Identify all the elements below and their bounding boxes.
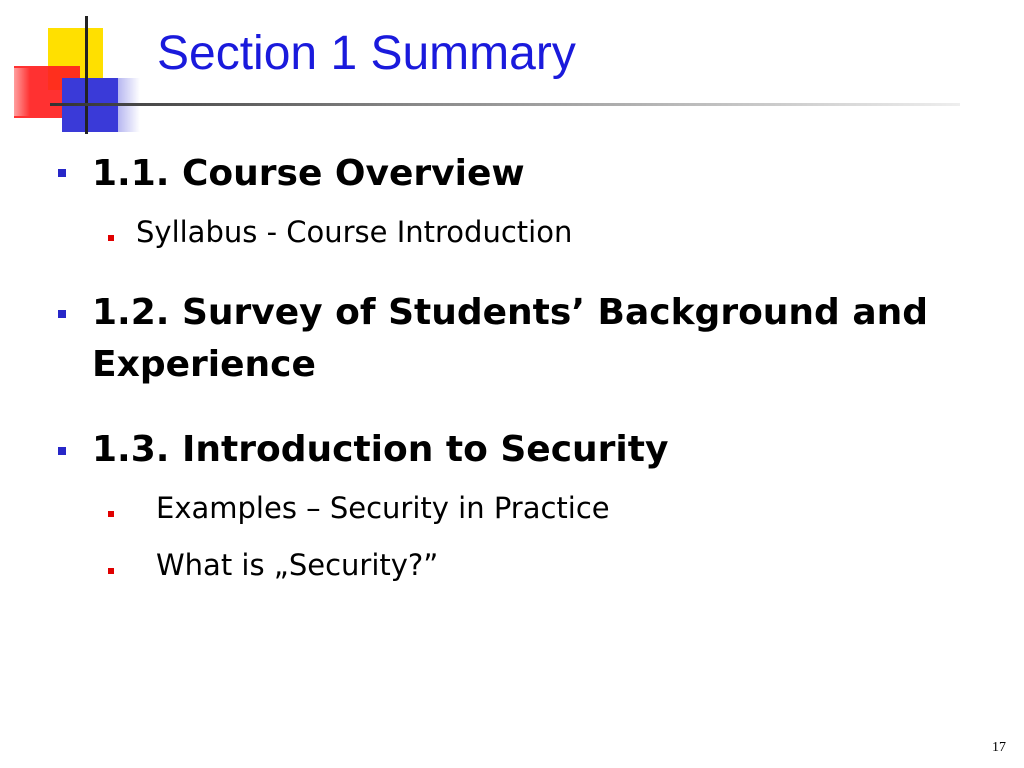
subitem-syllabus: Syllabus - Course Introduction	[136, 215, 573, 249]
bullet-item-course-overview: 1.1. Course Overview	[92, 153, 525, 194]
red-square-bullet-icon	[108, 568, 114, 574]
subitem-what-is-security: What is „Security?”	[156, 548, 439, 582]
blue-square-bullet-icon	[58, 447, 66, 455]
blue-square-bullet-icon	[58, 169, 66, 177]
red-square-bullet-icon	[108, 235, 114, 241]
bullet-item-intro-security: 1.3. Introduction to Security	[92, 429, 669, 470]
red-square-bullet-icon	[108, 511, 114, 517]
bullet-item-survey: 1.2. Survey of Students’ Background and Experience	[92, 292, 929, 385]
subitem-examples: Examples – Security in Practice	[156, 491, 610, 525]
blue-square-bullet-icon	[58, 310, 66, 318]
title-divider	[50, 103, 960, 106]
slide-title: Section 1 Summary	[157, 27, 576, 80]
page-number: 17	[992, 740, 1006, 755]
overlapping-squares-logo-icon	[0, 0, 150, 150]
